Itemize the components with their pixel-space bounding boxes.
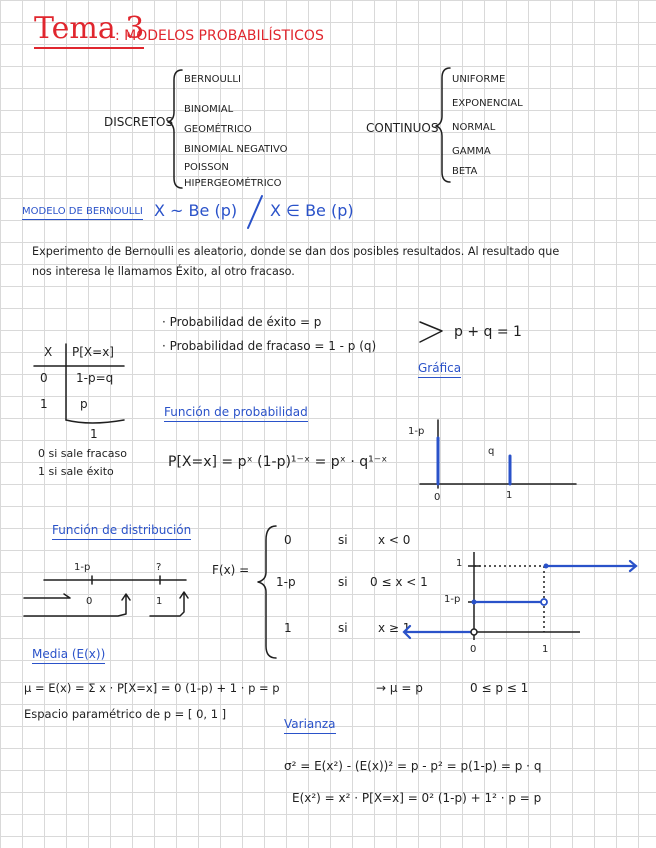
definition-line-1: Experimento de Bernoulli es aleatorio, donde se dan dos posibles resultados. Al resultado que <box>32 245 560 258</box>
pf-formula: P[X=x] = pˣ (1-p)¹⁻ˣ = pˣ · q¹⁻ˣ <box>168 454 388 470</box>
piecewise-si: si <box>338 575 348 589</box>
title-main: Tema 3 <box>34 12 144 49</box>
continuous-item: EXPONENCIAL <box>452 98 523 109</box>
table-cell: 0 <box>40 371 48 385</box>
table-cell: 1 <box>40 397 48 411</box>
sum-equation: p + q = 1 <box>454 324 522 340</box>
numberline-label-b: ? <box>156 562 162 573</box>
table-bottom <box>66 420 124 423</box>
note-success: 1 si sale éxito <box>38 465 114 478</box>
continuous-item: GAMMA <box>452 146 491 157</box>
graph2-y1p: 1-p <box>444 594 461 605</box>
piecewise-si: si <box>338 533 348 547</box>
discrete-item: BINOMIAL NEGATIVO <box>184 144 288 155</box>
graph2-open-point <box>541 599 547 605</box>
graph2-x0: 0 <box>470 644 477 655</box>
discrete-item: GEOMÉTRICO <box>184 124 252 135</box>
graph2-x1: 1 <box>542 644 549 655</box>
bernoulli-heading: MODELO DE BERNOULLI <box>22 206 143 220</box>
greater-than <box>420 322 442 342</box>
piecewise-cond: x < 0 <box>378 533 411 547</box>
table-header-p: P[X=x] <box>72 345 114 359</box>
notation-2: X ∈ Be (p) <box>270 201 354 220</box>
brace-discrete <box>168 70 182 188</box>
piecewise-value: 0 <box>284 533 292 547</box>
piecewise-lhs: F(x) = <box>212 563 250 577</box>
notation-1: X ~ Be (p) <box>154 201 238 220</box>
graph1-label-1p: 1-p <box>408 426 425 437</box>
discrete-item: BERNOULLI <box>184 74 241 85</box>
numberline-label-a: 1-p <box>74 562 91 573</box>
continuous-item: NORMAL <box>452 122 496 133</box>
brace-continuous <box>436 68 450 182</box>
discrete-item: POISSON <box>184 162 229 173</box>
prob-success: · Probabilidad de éxito = p <box>162 315 322 329</box>
variance-heading: Varianza <box>284 718 336 734</box>
numberline-x1: 1 <box>156 596 163 607</box>
piecewise-value: 1-p <box>276 575 296 589</box>
piecewise-cond: x ≥ 1 <box>378 621 411 635</box>
pf-heading: Función de probabilidad <box>164 406 308 422</box>
mean-heading: Media (E(x)) <box>32 648 105 664</box>
continuous-label: CONTINUOS <box>366 121 439 135</box>
param-range: 0 ≤ p ≤ 1 <box>470 681 529 695</box>
graph2-closed-point <box>472 600 477 605</box>
graph-label: Gráfica <box>418 362 461 378</box>
discrete-item: BINOMIAL <box>184 104 234 115</box>
title-sub: : MODELOS PROBABILÍSTICOS <box>115 28 324 44</box>
table-total: 1 <box>90 427 98 441</box>
mean-formula: μ = E(x) = Σ x · P[X=x] = 0 (1-p) + 1 · p = p <box>24 681 280 695</box>
mean-result: → μ = p <box>376 681 423 695</box>
numberline-arrow-left <box>24 592 188 616</box>
discrete-label: DISCRETOS <box>104 115 174 129</box>
definition-line-2: nos interesa le llamamos Éxito, al otro fracaso. <box>32 265 295 278</box>
table-cell: p <box>80 397 88 411</box>
continuous-item: BETA <box>452 166 478 177</box>
graph1-label-q: q <box>488 446 495 457</box>
variance-formula: σ² = E(x²) - (E(x))² = p - p² = p(1-p) = p · q <box>284 759 542 773</box>
discrete-item: HIPERGEOMÉTRICO <box>184 178 282 189</box>
prob-failure: · Probabilidad de fracaso = 1 - p (q) <box>162 339 377 353</box>
df-heading: Función de distribución <box>52 524 191 540</box>
graph2-step-high <box>546 561 636 571</box>
graph2-closed-point <box>544 564 549 569</box>
table-cell: 1-p=q <box>76 371 114 385</box>
notation-slash <box>248 196 262 228</box>
piecewise-brace <box>258 526 276 658</box>
piecewise-si: si <box>338 621 348 635</box>
graph1-x1: 1 <box>506 490 513 501</box>
note-failure: 0 si sale fracaso <box>38 447 127 460</box>
ex2-formula: E(x²) = x² · P[X=x] = 0² (1-p) + 1² · p = p <box>292 791 542 805</box>
piecewise-value: 1 <box>284 621 292 635</box>
numberline-x0: 0 <box>86 596 93 607</box>
piecewise-cond: 0 ≤ x < 1 <box>370 575 428 589</box>
graph2-y1: 1 <box>456 558 463 569</box>
table-header-x: X <box>44 345 53 359</box>
param-space: Espacio paramétrico de p = [ 0, 1 ] <box>24 707 227 721</box>
graph2-step-low <box>404 626 472 638</box>
continuous-item: UNIFORME <box>452 74 506 85</box>
graph2-origin-open <box>471 629 477 635</box>
graph1-x0: 0 <box>434 492 441 503</box>
